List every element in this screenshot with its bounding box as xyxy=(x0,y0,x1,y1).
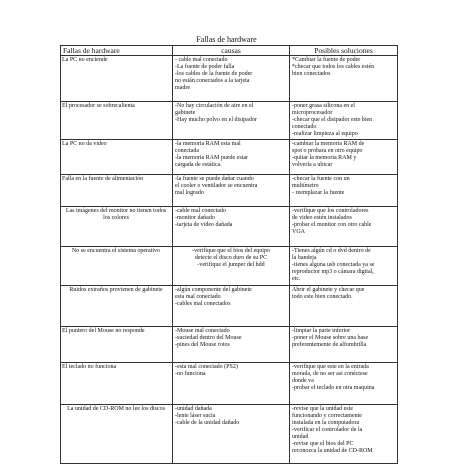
solucion-line: -verifique que este en la entrada xyxy=(292,364,369,370)
solucion-line: -probar el teclado en otra maquina xyxy=(292,385,375,391)
causa-line: esta mal conectado xyxy=(175,294,221,300)
solucion-line: *Cambiar la fuente de poder xyxy=(292,57,361,63)
causas-cell xyxy=(173,140,290,175)
table-row xyxy=(61,286,398,327)
causa-line: -Hay mucho polvo en el disipador xyxy=(175,117,257,123)
falla-cell: La PC no da video xyxy=(61,140,173,175)
solucion-line: -tienes alguna usb conectada ya se xyxy=(292,262,375,268)
falla-cell: La PC no enciende xyxy=(61,56,173,102)
solucion-line: instalada en la computadora xyxy=(292,420,360,426)
causas-cell xyxy=(173,175,290,207)
solucion-line: -realizar limpieza al equipo xyxy=(292,131,358,137)
solucion-line: morada, de no ser asi conéctese xyxy=(292,371,368,377)
solucion-line: etc. xyxy=(292,276,301,282)
falla-cell: Ruidos extraños provienen de gabinete xyxy=(61,286,173,327)
causa-line: detecte el disco duro de su PC xyxy=(194,255,268,261)
causas-cell xyxy=(173,207,290,247)
causa-line: madre xyxy=(175,85,190,91)
soluciones-cell xyxy=(290,102,398,140)
causa-line: -tarjeta de video dañada xyxy=(175,222,233,228)
solucion-line: -Tienes algún cd o dvd dentro de xyxy=(292,248,371,254)
falla-cell: El teclado no funciona xyxy=(61,363,173,405)
causa-line: -cable mal conectado xyxy=(175,208,226,214)
solucion-line: -cambiar la memoria RAM de xyxy=(292,141,365,147)
solucion-line: multímetro xyxy=(292,183,319,189)
solucion-line: -poner el Mouse sobre una base xyxy=(292,335,369,341)
causa-line: -verifique que el bios del equipo xyxy=(192,248,270,254)
soluciones-cell xyxy=(290,207,398,247)
causas-cell xyxy=(173,327,290,363)
solucion-line: funcionando y correctamente xyxy=(292,413,362,419)
causa-line: -No hay circulación de aire en el xyxy=(175,103,254,109)
causa-line: -Mouse mal conectado xyxy=(175,328,230,334)
causa-line: no están conectados a la tarjeta xyxy=(175,78,250,84)
causa-line: -suciedad dentro del Mouse xyxy=(175,335,242,341)
causa-line: -La fuente de poder falla xyxy=(175,64,235,70)
solucion-line: spot o probara en otro equipo xyxy=(292,148,363,154)
solucion-line: unidad xyxy=(292,434,309,440)
soluciones-cell xyxy=(290,286,398,327)
solucion-line: microprocesador xyxy=(292,110,333,116)
causa-line: cargada de estática. xyxy=(175,162,222,168)
causas-cell xyxy=(173,56,290,102)
causas-cell xyxy=(173,247,290,286)
causa-line: -cable de la unidad dañado xyxy=(175,420,240,426)
causa-line: -pines del Mouse rotos xyxy=(175,342,230,348)
causa-line: -no funciona xyxy=(175,371,206,377)
header-soluciones: Posibles soluciones xyxy=(290,46,398,56)
falla-cell: No se encuentra el sistema operativo xyxy=(61,247,173,286)
soluciones-cell xyxy=(290,140,398,175)
soluciones-cell xyxy=(290,247,398,286)
causas-cell xyxy=(173,363,290,405)
table-row xyxy=(61,327,398,363)
causa-line: conectada xyxy=(175,148,199,154)
table-row xyxy=(61,363,398,405)
solucion-line: reconozca la unidad de CD-ROM xyxy=(292,448,373,454)
soluciones-cell xyxy=(290,175,398,207)
causa-line: - cable mal conectado xyxy=(175,57,228,63)
causa-line: -cables mal conectados xyxy=(175,301,231,307)
solucion-line: bien conectados xyxy=(292,71,331,77)
causas-cell xyxy=(173,405,290,464)
causas-cell xyxy=(173,102,290,140)
falla-cell: El puntero del Mouse no responde xyxy=(61,327,173,363)
solucion-line: preferentemente de alfombrilla xyxy=(292,342,367,348)
soluciones-cell xyxy=(290,363,398,405)
table-row xyxy=(61,140,398,175)
solucion-line: todo este bien conectado. xyxy=(292,294,353,300)
solucion-line: -checar la fuente con un xyxy=(292,176,350,182)
solucion-line: donde va xyxy=(292,378,314,384)
causa-line: -esta mal conectado (PS2) xyxy=(175,364,238,370)
soluciones-cell xyxy=(290,56,398,102)
causa-line: -la memoria RAM puede estar xyxy=(175,155,248,161)
soluciones-cell xyxy=(290,405,398,464)
solucion-line: -revise que la unidad este xyxy=(292,406,353,412)
solucion-line: conectado xyxy=(292,124,317,130)
causa-line: gabinete xyxy=(175,110,196,116)
table-header-row xyxy=(61,46,398,56)
causa-line: mal logrado xyxy=(175,190,204,196)
table-row xyxy=(61,207,398,247)
header-fallas: Fallas de hardware xyxy=(61,46,173,56)
solucion-line: reproductor mp3 o cámara digital, xyxy=(292,269,374,275)
table-row xyxy=(61,102,398,140)
causa-line: -la fuente se puede dañar cuando xyxy=(175,176,254,182)
falla-cell: Falla en la fuente de alimentación xyxy=(61,175,173,207)
causa-line: -verifique el jumper del hdd xyxy=(197,262,265,268)
solucion-line: -poner grasa siliconа en el xyxy=(292,103,355,109)
table-row xyxy=(61,405,398,464)
causa-line: -monitor dañado xyxy=(175,215,215,221)
causas-cell xyxy=(173,286,290,327)
causa-line: -unidad dañada xyxy=(175,406,212,412)
solucion-line: -verifique que los controladores xyxy=(292,208,369,214)
solucion-line: VGA xyxy=(292,229,305,235)
causa-line: -lente láser sucia xyxy=(175,413,216,419)
table-row xyxy=(61,247,398,286)
header-causas: causas xyxy=(173,46,290,56)
solucion-line: -checar que el disipador este bien xyxy=(292,117,373,123)
soluciones-cell xyxy=(290,327,398,363)
document-title: Fallas de hardware xyxy=(196,35,257,44)
solucion-line: -quitar la memoria RAM y xyxy=(292,155,357,161)
solucion-line: la bandeja xyxy=(292,255,317,261)
table-row xyxy=(61,175,398,207)
solucion-line: -revise que el bios del PC xyxy=(292,441,354,447)
solucion-line: de video estén instalados xyxy=(292,215,352,221)
causa-line: -la memoria RAM esta mal xyxy=(175,141,241,147)
falla-cell: La unidad de CD-ROM no lee los discos xyxy=(61,405,173,464)
causa-line: el cooler o ventilador se encuentra xyxy=(175,183,258,189)
hardware-faults-table xyxy=(60,45,398,464)
falla-cell: Las imágenes del monitor no tienen todos los colores xyxy=(61,207,173,247)
solucion-line: -limpiar la parte inferior xyxy=(292,328,351,334)
falla-cell: El procesador se sobrecalienta xyxy=(61,102,173,140)
solucion-line: Abrir el gabinete y checar que xyxy=(292,287,365,293)
solucion-line: -probar el monitor con otro cable xyxy=(292,222,372,228)
solucion-line: - reemplazar la fuente xyxy=(292,190,345,196)
solucion-line: -verificar el controlador de la xyxy=(292,427,363,433)
solucion-line: volverla a ubicar xyxy=(292,162,333,168)
table-row xyxy=(61,56,398,102)
causa-line: -algún componente del gabinete xyxy=(175,287,252,293)
solucion-line: *checar que todos los cables estén xyxy=(292,64,375,70)
causa-line: -los cables de la fuente de poder xyxy=(175,71,253,77)
